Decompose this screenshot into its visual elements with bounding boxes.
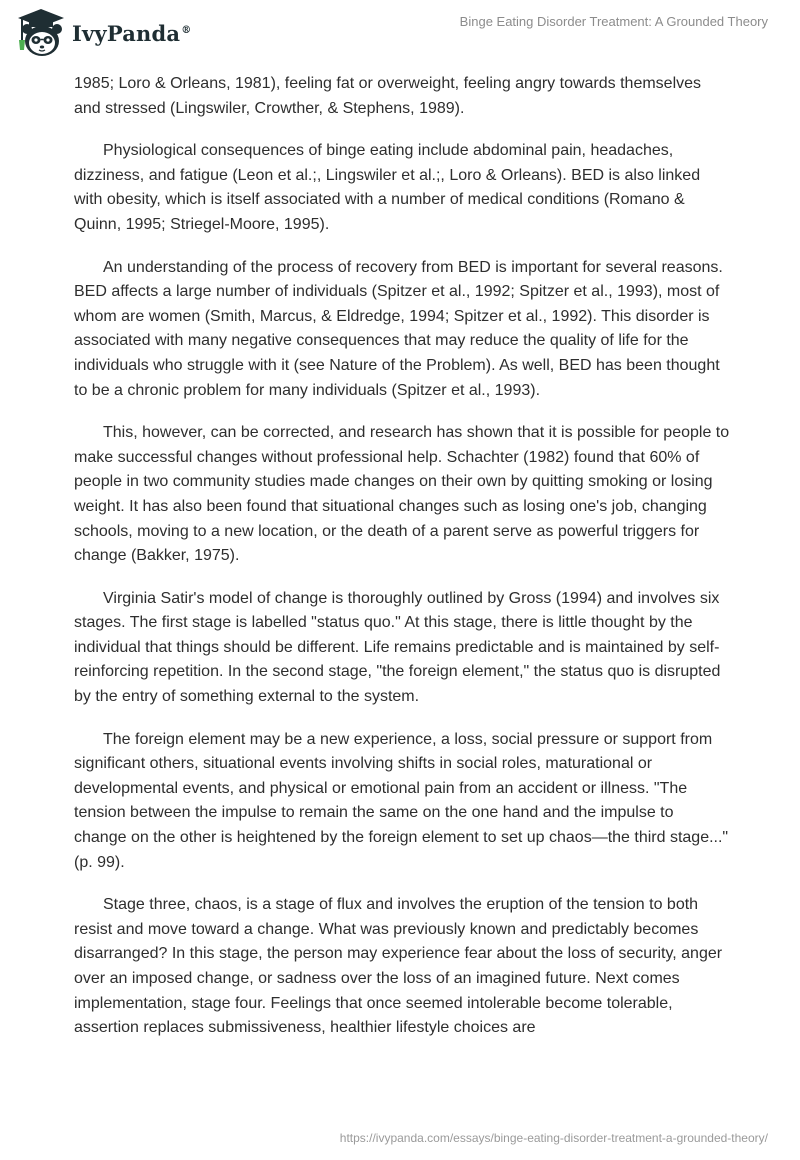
paragraph-continuation: 1985; Loro & Orleans, 1981), feeling fat or overweight, feeling angry towards themselves and stressed (Lingswiler, Crowther, & Stephens, 1989). (74, 75, 702, 117)
page-header (0, 0, 800, 70)
paragraph: The foreign element may be a new experience, a loss, social pressure or support from significant others, situational events involving shifts in social roles, maturational or developmental events, and physical or emotional pain from an accident or illness. "The tension between the impulse to remain the same on the one hand and the impulse to change on the other is heightened by the foreign element to set up chaos—the third stage..." (p. 99). (74, 730, 729, 871)
paragraph: Stage three, chaos, is a stage of flux and involves the eruption of the tension to both resist and move toward a change. What was previously known and predictably becomes disarranged? In this stage, the person may experience fear about the loss of security, anger over an imposed change, or sadness over the loss of an imagined future. Next comes implementation, stage four. Feelings that once seemed intolerable become tolerable, assertion replaces submissiveness, healthier lifestyle choices are (74, 896, 723, 1037)
paragraph: Virginia Satir's model of change is thoroughly outlined by Gross (1994) and involves six stages. The first stage is labelled "status quo." At this stage, there is little thought by the individual that things should be different. Life remains predictable and is maintained by self-reinforcing repetition. In the second stage, "the foreign element," the status quo is disrupted by the entry of something external to the system. (74, 589, 721, 706)
paragraph: This, however, can be corrected, and research has shown that it is possible for people to make successful changes without professional help. Schachter (1982) found that 60% of people in two community studies made changes on their own by quitting smoking or losing weight. It has also been found that situational changes such as losing one's job, changing schools, moving to a new location, or the death of a parent serve as powerful triggers for change (Bakker, 1975). (74, 424, 730, 565)
brand-logo[interactable] (12, 6, 191, 60)
essay-body (74, 72, 730, 1059)
panda-graduate-icon (12, 6, 70, 60)
paragraph: An understanding of the process of recovery from BED is important for several reasons. BED affects a large number of individuals (Spitzer et al., 1992; Spitzer et al., 1993), most of whom are women (Smith, Marcus, & Eldredge, 1994; Spitzer et al., 1992). This disorder is associated with many negative consequences that may reduce the quality of life for the individuals who struggle with it (see Nature of the Problem). As well, BED has been thought to be a chronic problem for many individuals (Spitzer et al., 1993). (74, 258, 723, 399)
source-url-link[interactable]: https://ivypanda.com/essays/binge-eating-disorder-treatment-a-grounded-theory/ (339, 1131, 768, 1145)
brand-name: IvyPanda® (72, 20, 192, 46)
paragraph: Physiological consequences of binge eating include abdominal pain, headaches, dizziness, and fatigue (Leon et al.;, Lingswiler et al.;, Loro & Orleans). BED is also linked with obesity, which is itself associated with a number of medical conditions (Romano & Quinn, 1995; Striegel-Moore, 1995). (74, 142, 701, 233)
document-title: Binge Eating Disorder Treatment: A Grounded Theory (459, 14, 768, 29)
